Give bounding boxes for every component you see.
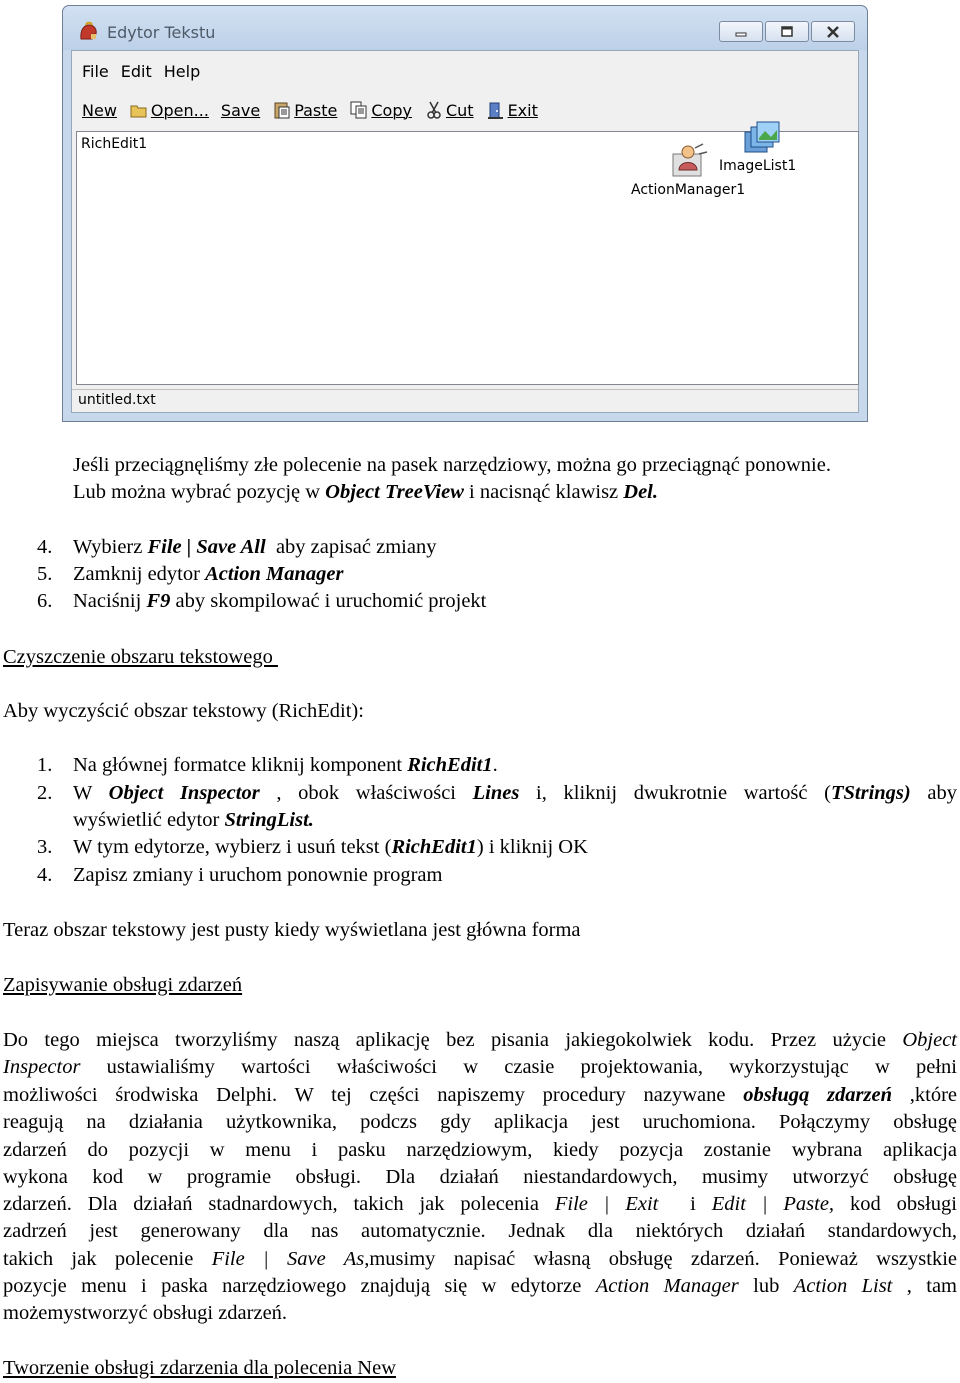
rich-edit-area[interactable] — [76, 131, 859, 385]
intro-line-1 — [73, 452, 831, 479]
step-a-2-number: 6. — [37, 590, 53, 612]
toolbar-exit-label: Exit — [507, 100, 538, 120]
toolbar-open-label: Open... — [150, 100, 209, 120]
intro-del-key: Del. — [623, 481, 659, 503]
scissors-icon — [424, 100, 444, 120]
step-a-0-number: 4. — [37, 536, 53, 558]
step-a-0 — [73, 534, 436, 561]
step-b-3-text: W tym edytorze, wybierz i usuń tekst ( — [73, 836, 392, 858]
step-b-2-lines: Lines — [472, 782, 520, 804]
step-a-0-text-b: aby zapisać zmiany — [265, 536, 437, 558]
step-a-2-text: Naciśnij — [73, 590, 147, 612]
para-3-line-9-text: takich jak polecenie — [3, 1248, 212, 1270]
para-3-line-3-text: możliwości środwiska Delphi. W tej części napiszemy procedury nazywane — [3, 1084, 744, 1106]
toolbar-copy-button[interactable] — [349, 100, 412, 120]
title-bar — [63, 6, 867, 50]
tool-bar — [72, 95, 550, 125]
para-3-line-1-text: Do tego miejsca tworzyliśmy naszą aplikację bez pisania jakiegokolwiek kodu. Przez użycie — [3, 1029, 903, 1051]
para-3-line-2 — [3, 1054, 957, 1081]
para-3-line-10-text-c: , tam — [892, 1275, 957, 1297]
step-b-1-bold: RichEdit1 — [407, 754, 493, 776]
step-b-4: Zapisz zmiany i uruchom ponownie program — [73, 864, 443, 886]
paste-clipboard-icon — [272, 100, 292, 120]
copy-documents-icon — [349, 100, 369, 120]
para-3-event-handling: obsługą zdarzeń — [743, 1084, 892, 1106]
image-list-component-label[interactable]: ImageList1 — [719, 158, 797, 174]
step-b-1-text-b: . — [492, 754, 498, 776]
intro-line-2-text-b: i nacisnąć klawisz — [463, 481, 624, 503]
minimize-icon — [734, 27, 748, 37]
para-3-line-9 — [3, 1246, 957, 1273]
step-b-2-tstrings: TStrings) — [830, 782, 911, 804]
para-3-line-11: możemystworzyć obsługi zdarzeń. — [3, 1302, 288, 1324]
toolbar-cut-label: Cut — [445, 100, 474, 120]
step-b-3 — [73, 834, 588, 861]
para-3-line-5: zdarzeń do pozycji w menu i pasku narzędziowym, kiedy pozycja zostanie wybrana aplikacja — [3, 1139, 957, 1161]
status-filename: untitled.txt — [78, 392, 156, 408]
menu-help[interactable]: Help — [163, 61, 201, 81]
step-b-1 — [73, 752, 498, 779]
para-3-line-9-text-b: ,musimy napisać własną obsługę zdarzeń. Ponieważ wszystkie — [364, 1248, 957, 1270]
para-3-line-1 — [3, 1027, 957, 1054]
step-b-2-text-d: aby — [910, 782, 957, 804]
step-a-1-number: 5. — [37, 563, 53, 585]
step-a-0-text: Wybierz — [73, 536, 148, 558]
step-b-2-stringlist: StringList. — [224, 809, 314, 831]
para-3-inspector: Inspector — [3, 1056, 81, 1078]
intro-line-1-text: Jeśli przeciągnęliśmy złe polecenie na pasek narzędziowy, można go przeciągnąć ponownie. — [73, 454, 831, 476]
toolbar-new-label: New — [82, 100, 117, 120]
heading-clear-text-area: Czyszczenie obszaru tekstowego — [3, 646, 278, 668]
heading-create-new-handler: Tworzenie obsługi zdarzenia dla polecenia New — [3, 1357, 397, 1379]
step-b-2-number: 2. — [37, 782, 53, 804]
step-a-1 — [73, 561, 344, 588]
maximize-button[interactable] — [765, 21, 809, 42]
para-3-line-10 — [3, 1273, 957, 1300]
para-3-line-10-text-b: lub — [738, 1275, 794, 1297]
step-a-2-text-b: aby skompilować i uruchomić projekt — [170, 590, 487, 612]
para-3-line-7 — [3, 1191, 957, 1218]
step-b-3-bold: RichEdit1 — [391, 836, 477, 858]
para-3-line-10-text: pozycje menu i paska narzędziowego znajdują się w edytorze — [3, 1275, 596, 1297]
para-3-file-save-as: File | Save As — [211, 1248, 365, 1270]
heading-save-events: Zapisywanie obsługi zdarzeń — [3, 974, 243, 996]
status-bar — [72, 389, 858, 411]
intro-object-treeview: Object TreeView — [325, 481, 464, 503]
toolbar-copy-label: Copy — [371, 100, 412, 120]
para-3-action-manager: Action Manager — [595, 1275, 739, 1297]
para-3-line-7-text: zdarzeń. Dla działań stadnardowych, takich jak polecenia — [3, 1193, 555, 1215]
step-a-1-text: Zamknij edytor — [73, 563, 206, 585]
para-3-line-2-text: ustawialiśmy wartości właściwości w czasie projektowania, wykorzystując w pełni — [80, 1056, 957, 1078]
intro-line-2 — [73, 479, 658, 506]
step-b-2-text-c: i, kliknij dwukrotnie wartość ( — [519, 782, 831, 804]
toolbar-exit-button[interactable] — [486, 100, 538, 120]
para-3-object: Object — [902, 1029, 957, 1051]
close-button[interactable] — [811, 21, 855, 42]
para-empty-area: Teraz obszar tekstowy jest pusty kiedy wyświetlana jest główna forma — [3, 919, 581, 941]
toolbar-save-label: Save — [220, 100, 261, 120]
form-client-area — [71, 50, 859, 413]
step-b-2-line-2 — [73, 807, 314, 834]
para-clear-intro: Aby wyczyścić obszar tekstowy (RichEdit): — [3, 700, 364, 722]
para-3-action-list: Action List — [793, 1275, 893, 1297]
step-a-2 — [73, 588, 486, 615]
image-list-icon — [741, 118, 783, 160]
step-b-1-text: Na głównej formatce kliknij komponent — [73, 754, 408, 776]
menu-edit[interactable]: Edit — [120, 61, 152, 81]
step-a-1-bold: Action Manager — [205, 563, 344, 585]
maximize-icon — [780, 26, 794, 38]
editor-text: RichEdit1 — [81, 136, 148, 152]
step-b-3-number: 3. — [37, 836, 53, 858]
step-b-3-text-b: ) i kliknij OK — [476, 836, 588, 858]
action-manager-icon — [669, 140, 709, 180]
para-3-line-6: wykona kod w programie obsługi. Dla działań niestandardowych, musimy utworzyć obsługę — [3, 1166, 957, 1188]
open-folder-icon — [129, 100, 149, 120]
para-3-line-7-text-c: kod obsługi — [834, 1193, 957, 1215]
toolbar-open-button[interactable] — [129, 100, 209, 120]
minimize-button[interactable] — [719, 21, 763, 42]
toolbar-paste-label: Paste — [294, 100, 338, 120]
para-3-line-3 — [3, 1082, 957, 1109]
step-b-2-text: W — [73, 782, 109, 804]
para-3-line-8: zadrzeń jest generowany dla nas automatycznie. Jednak dla niektórych działań standardowych, — [3, 1220, 957, 1242]
para-3-line-4: reagują na działania użytkownika, podczs gdy aplikacja jest uruchomiona. Połączymy obsługę — [3, 1111, 957, 1133]
menu-bar — [72, 51, 212, 91]
menu-file[interactable]: File — [82, 61, 109, 81]
step-b-1-number: 1. — [37, 754, 53, 776]
para-3-line-7-text-b: i — [658, 1193, 712, 1215]
toolbar-new-button[interactable] — [82, 101, 117, 120]
window-title: Edytor Tekstu — [107, 23, 216, 42]
step-a-0-bold: File | Save All — [147, 536, 266, 558]
step-b-4-number: 4. — [37, 864, 53, 886]
intro-line-2-text: Lub można wybrać pozycję w — [73, 481, 326, 503]
action-manager-component-label[interactable]: ActionManager1 — [631, 182, 746, 198]
app-helmet-icon — [77, 21, 99, 43]
step-b-2-line-2-text: wyświetlić edytor — [73, 809, 225, 831]
para-3-file-exit: File | Exit — [554, 1193, 659, 1215]
step-a-2-bold: F9 — [146, 590, 171, 612]
step-b-2-text-b: , obok właściwości — [259, 782, 473, 804]
toolbar-save-button[interactable] — [221, 101, 260, 120]
close-icon — [826, 26, 840, 38]
step-b-2 — [73, 780, 957, 807]
step-b-2-object-inspector: Object Inspector — [108, 782, 260, 804]
toolbar-cut-button[interactable] — [424, 100, 474, 120]
para-3-line-3-text-b: ,które — [892, 1084, 957, 1106]
para-3-edit-paste: Edit | Paste, — [711, 1193, 835, 1215]
toolbar-paste-button[interactable] — [272, 100, 337, 120]
exit-door-icon — [486, 100, 506, 120]
app-window-screenshot — [62, 5, 868, 422]
